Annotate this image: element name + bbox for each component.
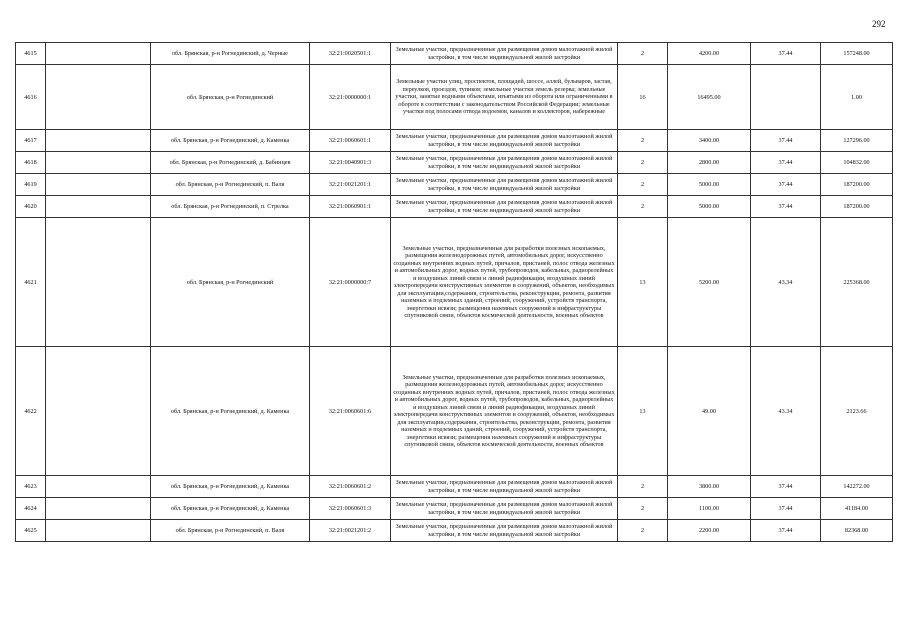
table-row — [16, 43, 893, 65]
land-purpose-cell: Земельные участки, предназначенные для размещения домов малоэтажной жилой застройки, в том числе индивидуальной жилой застройки — [391, 498, 618, 520]
row-number: 4615 — [16, 43, 46, 65]
cadastral-value-cell: 82368.00 — [821, 520, 893, 542]
group-cell: 2 — [618, 43, 668, 65]
group-cell: 16 — [618, 65, 668, 130]
land-purpose-cell: Земельные участки, предназначенные для размещения домов малоэтажной жилой застройки, в том числе индивидуальной жилой застройки — [391, 152, 618, 174]
cadastral-value-cell: 127296.00 — [821, 130, 893, 152]
group-cell: 2 — [618, 498, 668, 520]
cadastral-number-cell: 32:21:0000000:1 — [310, 65, 391, 130]
cadastral-number-cell: 32:21:0060601:1 — [310, 130, 391, 152]
land-purpose-cell: Земельные участки, предназначенные для размещения домов малоэтажной жилой застройки, в том числе индивидуальной жилой застройки — [391, 476, 618, 498]
table-row — [16, 476, 893, 498]
area-cell: 3400.00 — [668, 130, 751, 152]
group-cell: 2 — [618, 174, 668, 196]
group-cell: 2 — [618, 520, 668, 542]
land-purpose-cell: Земельные участки, предназначенные для размещения домов малоэтажной жилой застройки, в том числе индивидуальной жилой застройки — [391, 43, 618, 65]
cadastral-value-cell: 157248.00 — [821, 43, 893, 65]
address-cell: обл. Брянская, р-н Рогнединский, п. Валя — [151, 520, 310, 542]
address-cell: обл. Брянская, р-н Рогнединский, п. Стрелка — [151, 196, 310, 218]
area-cell: 16495.00 — [668, 65, 751, 130]
area-cell: 2800.00 — [668, 152, 751, 174]
group-cell: 2 — [618, 196, 668, 218]
cadastral-number-cell: 32:21:0020501:1 — [310, 43, 391, 65]
address-cell: обл. Брянская, р-н Рогнединский, д. Каменка — [151, 498, 310, 520]
cadastral-number-cell: 32:21:0021201:2 — [310, 520, 391, 542]
address-cell: обл. Брянская, р-н Рогнединский, д. Каменка — [151, 347, 310, 476]
area-cell: 4200.00 — [668, 43, 751, 65]
row-number: 4620 — [16, 196, 46, 218]
cadastral-value-cell: 41184.00 — [821, 498, 893, 520]
address-cell: обл. Брянская, р-н Рогнединский, д. Черные — [151, 43, 310, 65]
group-cell: 2 — [618, 152, 668, 174]
page-number: 292 — [872, 19, 886, 29]
row-number: 4617 — [16, 130, 46, 152]
table-row — [16, 498, 893, 520]
group-cell: 13 — [618, 218, 668, 347]
row-number: 4616 — [16, 65, 46, 130]
rate-cell: 37.44 — [751, 130, 821, 152]
cadastral-value-cell: 2123.66 — [821, 347, 893, 476]
cadastral-value-cell: 104832.00 — [821, 152, 893, 174]
rate-cell: 37.44 — [751, 476, 821, 498]
empty-cell — [46, 65, 151, 130]
empty-cell — [46, 218, 151, 347]
rate-cell: 37.44 — [751, 152, 821, 174]
cadastral-number-cell: 32:21:0040901:3 — [310, 152, 391, 174]
address-cell: обл. Брянская, р-н Рогнединский, п. Валя — [151, 174, 310, 196]
rate-cell: 37.44 — [751, 196, 821, 218]
row-number: 4625 — [16, 520, 46, 542]
row-number: 4618 — [16, 152, 46, 174]
cadastral-value-cell: 142272.00 — [821, 476, 893, 498]
table-row — [16, 218, 893, 347]
rate-cell: 37.44 — [751, 43, 821, 65]
row-number: 4619 — [16, 174, 46, 196]
land-purpose-cell: Земельные участки, предназначенные для размещения домов малоэтажной жилой застройки, в том числе индивидуальной жилой застройки — [391, 130, 618, 152]
empty-cell — [46, 152, 151, 174]
land-purpose-cell: Земельные участки, предназначенные для разработки полезных ископаемых, размещения железнодорожных путей, автомобильных дорог, искусственно созданных внутренних водных путей, причалов, пристаней, полос отвода железных и автомобильных дорог, водных путей, трубопроводов, кабельных, радиорелейных и воздушных линий связи и линий радиофикации, воздушных линий электропередачи конструктивных элементов и сооружений, объектов, необходимых для эксплуатации,содержания, строительства, реконструкции, ремонта, развития наземных и подземных зданий, строений, сооружений, устройств транспорта, энергетики исвязи; размещения наземных сооружений и инфраструктуры спутниковой связи, объектов космической деятельности, военных объектов — [391, 218, 618, 347]
group-cell: 2 — [618, 476, 668, 498]
cadastral-number-cell: 32:21:0060901:1 — [310, 196, 391, 218]
cadastral-value-cell: 225368.00 — [821, 218, 893, 347]
empty-cell — [46, 174, 151, 196]
rate-cell: 43.34 — [751, 218, 821, 347]
address-cell: обл. Брянская, р-н Рогнединский — [151, 218, 310, 347]
empty-cell — [46, 43, 151, 65]
rate-cell: 43.34 — [751, 347, 821, 476]
land-purpose-cell: Земельные участки, предназначенные для размещения домов малоэтажной жилой застройки, в том числе индивидуальной жилой застройки — [391, 520, 618, 542]
area-cell: 1100.00 — [668, 498, 751, 520]
cadastral-number-cell: 32:21:0060601:6 — [310, 347, 391, 476]
row-number: 4621 — [16, 218, 46, 347]
cadastral-value-cell: 187200.00 — [821, 196, 893, 218]
table-row — [16, 520, 893, 542]
cadastral-number-cell: 32:21:0000000:7 — [310, 218, 391, 347]
table-row — [16, 130, 893, 152]
table-row — [16, 196, 893, 218]
cadastral-number-cell: 32:21:0021201:1 — [310, 174, 391, 196]
rate-cell: 37.44 — [751, 520, 821, 542]
table-row — [16, 347, 893, 476]
row-number: 4622 — [16, 347, 46, 476]
address-cell: обл. Брянская, р-н Рогнединский, д. Каменка — [151, 476, 310, 498]
empty-cell — [46, 520, 151, 542]
land-purpose-cell: Земельные участки, предназначенные для размещения домов малоэтажной жилой застройки, в том числе индивидуальной жилой застройки — [391, 174, 618, 196]
cadastral-value-cell: 1.00 — [821, 65, 893, 130]
group-cell: 13 — [618, 347, 668, 476]
cadastral-value-table — [15, 42, 893, 542]
group-cell: 2 — [618, 130, 668, 152]
area-cell: 5000.00 — [668, 174, 751, 196]
area-cell: 2200.00 — [668, 520, 751, 542]
address-cell: обл. Брянская, р-н Рогнединский — [151, 65, 310, 130]
address-cell: обл. Брянская, р-н Рогнединский, д. Каменка — [151, 130, 310, 152]
empty-cell — [46, 130, 151, 152]
rate-cell — [751, 65, 821, 130]
area-cell: 3800.00 — [668, 476, 751, 498]
rate-cell: 37.44 — [751, 174, 821, 196]
empty-cell — [46, 476, 151, 498]
empty-cell — [46, 196, 151, 218]
row-number: 4623 — [16, 476, 46, 498]
rate-cell: 37.44 — [751, 498, 821, 520]
land-purpose-cell: Земельные участки улиц, проспектов, площадей, шоссе, аллей, бульваров, застав, переулков, проездов, тупиков; земельные участки земель резерва; земельные участки, занятые водными объектами, изъятыми из оборота или ограниченными в обороте в соответствии с законодательством Российской Федерации; земельные участки под полосами отвода водоемов, каналов и коллекторов, набережные — [391, 65, 618, 130]
table-row — [16, 174, 893, 196]
area-cell: 5200.00 — [668, 218, 751, 347]
table-row — [16, 65, 893, 130]
cadastral-number-cell: 32:21:0060601:2 — [310, 476, 391, 498]
table-row — [16, 152, 893, 174]
land-purpose-cell: Земельные участки, предназначенные для размещения домов малоэтажной жилой застройки, в том числе индивидуальной жилой застройки — [391, 196, 618, 218]
area-cell: 5000.00 — [668, 196, 751, 218]
empty-cell — [46, 498, 151, 520]
cadastral-value-cell: 187200.00 — [821, 174, 893, 196]
cadastral-number-cell: 32:21:0060601:3 — [310, 498, 391, 520]
empty-cell — [46, 347, 151, 476]
land-purpose-cell: Земельные участки, предназначенные для разработки полезных ископаемых, размещения железнодорожных путей, автомобильных дорог, искусственно созданных внутренних водных путей, причалов, пристаней, полос отвода железных и автомобильных дорог, водных путей, трубопроводов, кабельных, радиорелейных и воздушных линий связи и линий радиофикации, воздушных линий электропередачи конструктивных элементов и сооружений, объектов, необходимых для эксплуатации,содержания, строительства, реконструкции, ремонта, развития наземных и подземных зданий, строений, сооружений, устройств транспорта, энергетики исвязи; размещения наземных сооружений и инфраструктуры спутниковой связи, объектов космической деятельности, военных объектов — [391, 347, 618, 476]
area-cell: 49.00 — [668, 347, 751, 476]
address-cell: обл. Брянская, р-н Рогнединский, д. Бабинцев — [151, 152, 310, 174]
row-number: 4624 — [16, 498, 46, 520]
